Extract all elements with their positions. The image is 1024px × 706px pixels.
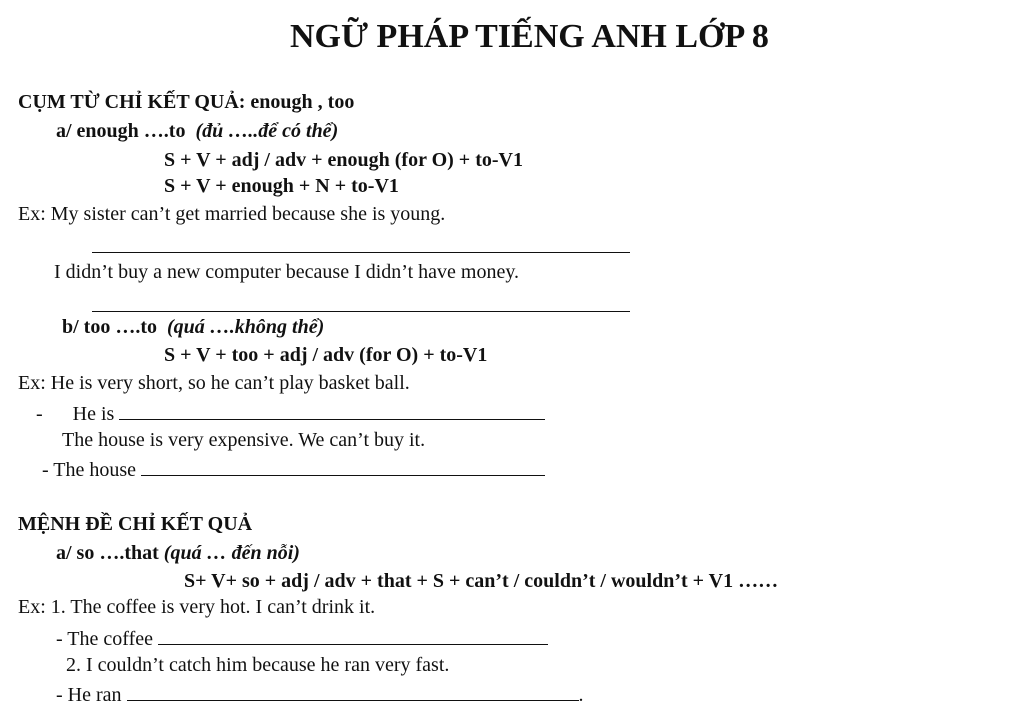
answer-suffix: .	[578, 684, 584, 706]
subsection-meaning: (đủ …..để có thể)	[195, 120, 339, 142]
answer-line[interactable]	[92, 252, 630, 253]
section-heading-bold: CỤM TỪ CHỈ KẾT QUẢ:	[18, 91, 246, 113]
formula-too: S + V + too + adj / adv (for O) + to-V1	[164, 344, 488, 366]
example-sentence: The house is very expensive. We can’t buy it.	[62, 429, 426, 451]
section-heading-result-phrases	[18, 92, 354, 112]
answer-row	[56, 626, 548, 649]
formula-so-that: S+ V+ so + adj / adv + that + S + can’t / couldn’t / wouldn’t + V1 ……	[184, 570, 779, 592]
subsection-meaning: (quá … đến nỗi)	[163, 542, 300, 564]
example-sentence: I didn’t buy a new computer because I didn’t have money.	[54, 261, 520, 283]
answer-row	[36, 401, 545, 424]
formula-enough-adj: S + V + adj / adv + enough (for O) + to-V1	[164, 149, 523, 171]
formula-enough-noun: S + V + enough + N + to-V1	[164, 175, 399, 197]
answer-line[interactable]	[92, 311, 630, 312]
answer-row	[56, 682, 584, 705]
section-heading-keywords: enough , too	[245, 91, 355, 113]
answer-blank[interactable]	[141, 457, 545, 476]
example-sentence: 2. I couldn’t catch him because he ran very fast.	[66, 654, 450, 676]
subsection-enough-to	[56, 121, 338, 141]
answer-blank[interactable]	[158, 626, 548, 645]
subsection-so-that	[56, 543, 300, 563]
subsection-too-to	[62, 317, 324, 337]
answer-blank[interactable]	[127, 682, 579, 701]
subsection-label: a/ enough ….to	[56, 120, 186, 142]
answer-prefix: - The house	[42, 459, 137, 481]
answer-prefix: - He ran	[56, 684, 122, 706]
section-heading-result-clauses: MỆNH ĐỀ CHỈ KẾT QUẢ	[18, 513, 253, 535]
answer-prefix: He is	[72, 403, 115, 425]
example-sentence: Ex: My sister can’t get married because she is young.	[18, 203, 446, 225]
answer-row	[42, 457, 545, 480]
subsection-label: b/ too ….to	[62, 316, 157, 338]
example-sentence: Ex: He is very short, so he can’t play basket ball.	[18, 372, 410, 394]
answer-prefix: - The coffee	[56, 628, 153, 650]
bullet-dash: -	[36, 403, 43, 425]
subsection-meaning: (quá ….không thể)	[167, 316, 325, 338]
subsection-label: a/ so ….that	[56, 542, 159, 564]
answer-blank[interactable]	[119, 401, 545, 420]
page-title: NGỮ PHÁP TIẾNG ANH LỚP 8	[290, 18, 769, 55]
example-sentence: Ex: 1. The coffee is very hot. I can’t drink it.	[18, 596, 376, 618]
